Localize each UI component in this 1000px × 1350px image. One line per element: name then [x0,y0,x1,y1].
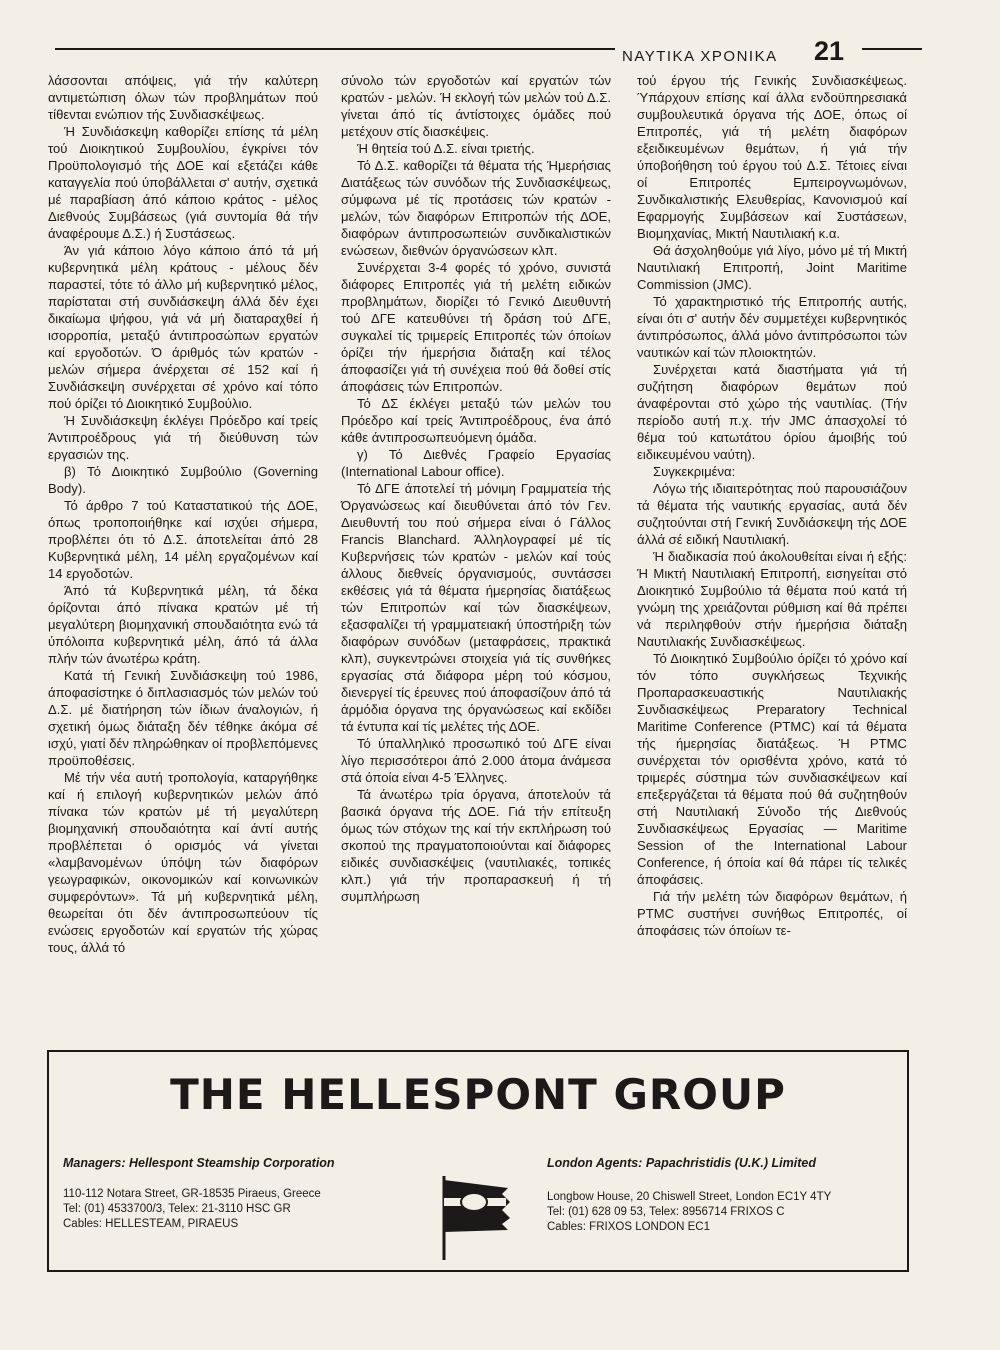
running-title: ΝΑΥΤΙΚΑ ΧΡΟΝΙΚΑ [622,48,778,65]
ad-managers-line: Tel: (01) 4533700/3, Telex: 21-3110 HSC GR [63,1203,291,1215]
ad-agents-address [547,1190,831,1235]
paragraph: τού έργου τής Γενικής Συνδιασκέψεως. Ύπάρχουν επίσης καί άλλα ενδοϋπηρεσιακά συμβουλευτικά όργανα τής ΔΟΕ, όπως οί Επιτροπές, γιά τή μελέτη διαφόρων εξειδικευμένων θεμάτων, ή γιά τήν ύποβοήθηση τού έργου τού Δ.Σ. Τέτοιες είναι οί Επιτροπές Εμπειρογνωμόνων, Συνδικαλιστικής Ελευθερίας, Κανονισμού καί Εφαρμογής Συμβάσεων καί Συστάσεων, Βιομηχανίας, Μικτή Ναυτιλιακή κ.α. [637,73,907,241]
paragraph: Τό άρθρο 7 τού Καταστατικού τής ΔΟΕ, όπως τροποποιήθηκε καί ισχύει σήμερα, προβλέπει ότι τό Δ.Σ. άποτελείται άπό 28 Κυβερνητικά μέλη, 14 μέλη εργαζομένων καί 14 εργοδοτών. [48,498,318,581]
ad-agents-line: Longbow House, 20 Chiswell Street, London EC1Y 4TY [547,1191,832,1203]
paragraph: σύνολο τών εργοδοτών καί εργατών τών κρατών - μελών. Ή εκλογή τών μελών τού Δ.Σ. γίνεται άπό τίς άντίστοιχες όμάδες πού μετέχουν στίς διασκέψεις. [341,73,611,139]
article-column-2 [341,72,611,905]
paragraph: Λόγω τής ιδιαιτερότητας πού παρουσιάζουν τά θέματα τής ναυτικής εργασίας, αυτά δέν συζητούνται στή Γενική Συνδιάσκεψη τής ΔΟΕ άλλά σέ ειδική Ναυτιλιακή. [637,481,907,547]
paragraph: Κατά τή Γενική Συνδιάσκεψη τού 1986, άποφασίστηκε ό διπλασιασμός τών μελών τού Δ.Σ. μέ διατήρηση τών ίδιων άναλογιών, ή σχετική όμως διάταξη δέν τέθηκε άκόμα σέ ισχύ, γιατί δέν πληρώθηκαν οί προβλεπόμενες προϋποθέσεις. [48,668,318,768]
paragraph: Άπό τά Κυβερνητικά μέλη, τά δέκα όρίζονται άπό πίνακα κρατών μέ τή μεγαλύτερη βιομηχανική σπουδαιότητα ενώ τά ύπόλοιπα κυβερνητικά μέλη, άπό τά άλλα πλήν τών άνωτέρω κράτη. [48,583,318,666]
hellespont-advertisement [47,1050,909,1272]
paragraph: Τό ΔΣ έκλέγει μεταξύ τών μελών του Πρόεδρο καί τρείς Άντιπροέδρους, ένα άπό κάθε άντιπροσωπευόμενη όμάδα. [341,396,611,445]
paragraph: Τό Δ.Σ. καθορίζει τά θέματα τής Ήμερήσιας Διατάξεως τών συνόδων τής Συνδιασκέψεως, σύμφωνα μέ τίς προτάσεις τών κρατών - μελών, τών διαφόρων Επιτροπών τής ΔΟΕ, διαφόρων άντιπροσωπειών συνδικαλιστικών ενώσεων, διεθνών όργανώσεων κλπ. [341,158,611,258]
paragraph: λάσσονται απόψεις, γιά τήν καλύτερη αντιμετώπιση όλων τών προβλημάτων πού τίθενται ενώπιον τής Συνδιασκέψεως. [48,73,318,122]
ad-managers-label: Managers: Hellespont Steamship Corporation [63,1156,335,1170]
paragraph: Τό ΔΓΕ άποτελεί τή μόνιμη Γραμματεία τής Όργανώσεως καί διευθύνεται άπό τόν Γεν. Διευθυντή του πού σήμερα είναι ό Γάλλος Francis Blanchard. Άλληλογραφεί μέ τίς Κυβερνήσεις τών κρατών - μελών καί τούς άλλους διεθνείς όργανισμούς, συντάσσει εκθέσεις γιά τά θέματα ήμερησίας διατάξεως τών Επιτροπών καί τών διασκέψεων, εξασφαλίζει τή γραμματειακή ύποστήριξη τών διαφόρων συνόδων (μεταφράσεις, πρακτικά κλπ), συγκεντρώνει στοιχεία γιά τίς συνθήκες εργασίας στά διάφορα μέρη τού κόσμου, διενεργεί τίς έρευνες πού άποφασίζουν άπό τά άρμόδια όργανα της όργανώσεως καί εκδίδει τά έντυπα καί τίς μελέτες τής ΔΟΕ. [341,481,611,734]
paragraph: Ή θητεία τού Δ.Σ. είναι τριετής. [357,141,535,156]
company-flag-icon [434,1172,516,1262]
ad-title: THE HELLESPONT GROUP [170,1070,786,1119]
paragraph: Τό ύπαλληλικό προσωπικό τού ΔΓΕ είναι λίγο περισσότεροι άπό 2.000 άτομα άνάμεσα στά όποία είναι 4-5 Έλληνες. [341,736,611,785]
ad-managers-address [63,1187,321,1232]
page-number: 21 [814,36,845,66]
ad-managers-line: Cables: HELLESTEAM, PIRAEUS [63,1218,239,1230]
ad-agents-label: London Agents: Papachristidis (U.K.) Limited [547,1156,816,1170]
paragraph: β) Τό Διοικητικό Συμβούλιο (Governing Body). [48,464,318,496]
paragraph: Τό Διοικητικό Συμβούλιο όρίζει τό χρόνο καί τόν τόπο συγκλήσεως Τεχνικής Προπαρασκευαστικής Ναυτιλιακής Συνδιασκέψεως Preparatory Technical Maritime Conference (PTMC) καί τά θέματα τής ήμερησίας διατάξεως. Ή PTMC συνέρχεται τόν ορισθέντα χρόνο, κατά τό τριμερές σύστημα τών συνδιασκέψεων καί επεξεργάζεται τά θέματα πού θά συζητηθούν στή Ναυτιλιακή Σύνοδο τής Διεθνούς Συνδιασκέψεως Εργασίας — Maritime Session of the International Labour Conference, ή όποία καί θά πάρει τίς τελικές άποφάσεις. [637,651,907,887]
paragraph: Συνέρχεται 3-4 φορές τό χρόνο, συνιστά διάφορες Επιτροπές γιά τή μελέτη ειδικών προβλημάτων, διορίζει τό Γενικό Διευθυντή τού ΔΓΕ κατευθύνει τή δράση τού ΔΓΕ, συγκαλεί τίς τριμερείς Επιτροπές τών όποίων όρίζει τήν ήμερήσια διάταξη καί τέλος άποφασίζει γιά τή συνέχεια πού θά δοθεί στίς άποφάσεις τών Επιτροπών. [341,260,611,394]
paragraph: Ή Συνδιάσκεψη καθορίζει επίσης τά μέλη τού Διοικητικού Συμβουλίου, έγκρίνει τόν Προϋπολογισμό τής ΔΟΕ καί εξετάζει κάθε καταγγελία πού ύποβάλλεται σ' αυτήν, σχετικά μέ παραβίαση άπό κάποιο κράτος - μέλος Διεθνούς Συμβάσεως (γιά συντομία θά τήν άναφέρουμε Δ.Σ.) ή Συστάσεως. [48,124,318,241]
paragraph: Μέ τήν νέα αυτή τροπολογία, καταργήθηκε καί ή επιλογή κυβερνητικών μελών άπό πίνακα τών κρατών μέ τή μεγαλύτερη βιομηχανική σπουδαιότητα καί άντί αυτής προβλέπεται ό ορισμός νά γίνεται «λαμβανομένων ύπόψη τών διαφόρων γεωγραφικών, οικονομικών καί κοινωνικών συμφερόντων». Τά μή κυβερνητικά μέλη, θεωρείται ότι δέν άντιπροσωπεύουν τίς ενώσεις εργοδοτών καί εργατών τής χώρας τους, άλλά τό [48,770,318,955]
ad-agents-line: Tel: (01) 628 09 53, Telex: 8956714 FRIXOS C [547,1206,785,1218]
article-column-3 [637,72,907,939]
paragraph: Γιά τήν μελέτη τών διαφόρων θεμάτων, ή PTMC συστήνει συνήθως Επιτροπές, οί άποφάσεις τών όποίων τε- [637,889,907,938]
ad-managers-line: 110-112 Notara Street, GR-18535 Piraeus, Greece [63,1188,321,1200]
header-rule-right [862,48,922,50]
paragraph: γ) Τό Διεθνές Γραφείο Εργασίας (International Labour office). [341,447,611,479]
paragraph: Θά άσχοληθούμε γιά λίγο, μόνο μέ τή Μικτή Ναυτιλιακή Επιτροπή, Joint Maritime Commission (JMC). [637,243,907,292]
paragraph: Ή διαδικασία πού άκολουθείται είναι ή εξής: Ή Μικτή Ναυτιλιακή Επιτροπή, εισηγείται στό Διοικητικό Συμβούλιο τά θέματα πού κατά τή γνώμη της χρειάζονται ρύθμιση καί θά πρέπει νά περιληφθούν στήν ήμερήσια διάταξη Ναυτιλιακής Συνδιασκέψεως. [637,549,907,649]
paragraph: Συνέρχεται κατά διαστήματα γιά τή συζήτηση διαφόρων θεμάτων πού άναφέρονται στό χώρο τής ναυτιλίας. (Τήν περίοδο αυτή π.χ. τήν JMC άπασχολεί τό θέμα τού κατωτάτου όρίου άμοιβής τού ειδικευμένου ναύτη). [637,362,907,462]
paragraph: Άν γιά κάποιο λόγο κάποιο άπό τά μή κυβερνητικά μέλη κράτους - μέλους δέν παραστεί, τότε τό άλλο μή κυβερνητικό μέλος, παρίσταται στή συνδιάσκεψη άλλά δέν έχει δικαίωμα ψήφου, γιά νά μή διαταραχθεί ή ισορροπία, μεταξύ άντιπροσώπων εργατών καί εργοδοτών. Ό άριθμός τών κρατών - μελών σήμερα άνέρχεται σέ 152 καί ή Συνδιάσκεψη συνέρχεται σέ χρόνο καί τόπο πού όρίζει τό Διοικητικό Συμβούλιο. [48,243,318,411]
paragraph: Συγκεκριμένα: [653,464,736,479]
article-column-1 [48,72,318,956]
paragraph: Τό χαρακτηριστικό τής Επιτροπής αυτής, είναι ότι σ' αυτήν δέν συμμετέχει κυβερνητικός άντιπρόσωπος, άλλά μόνο άντιπρόσωποι τών ναυτικών καί τών πλοιοκτητών. [637,294,907,360]
header-rule-left [55,48,615,50]
paragraph: Τά άνωτέρω τρία όργανα, άποτελούν τά βασικά όργανα τής ΔΟΕ. Γιά τήν επίτευξη όμως τών στόχων της καί τήν εκπλήρωση τού σκοπού της πραγματοποιούνται καί διάφορες ειδικές συνδιασκέψεις (ναυτιλιακές, τοπικές κλπ.) γιά τήν προπαρασκευή ή τή συμπλήρωση [341,787,611,904]
ad-agents-line: Cables: FRIXOS LONDON EC1 [547,1221,710,1233]
paragraph: Ή Συνδιάσκεψη έκλέγει Πρόεδρο καί τρείς Άντιπροέδρους γιά τή διεύθυνση τών εργασιών της. [48,413,318,462]
